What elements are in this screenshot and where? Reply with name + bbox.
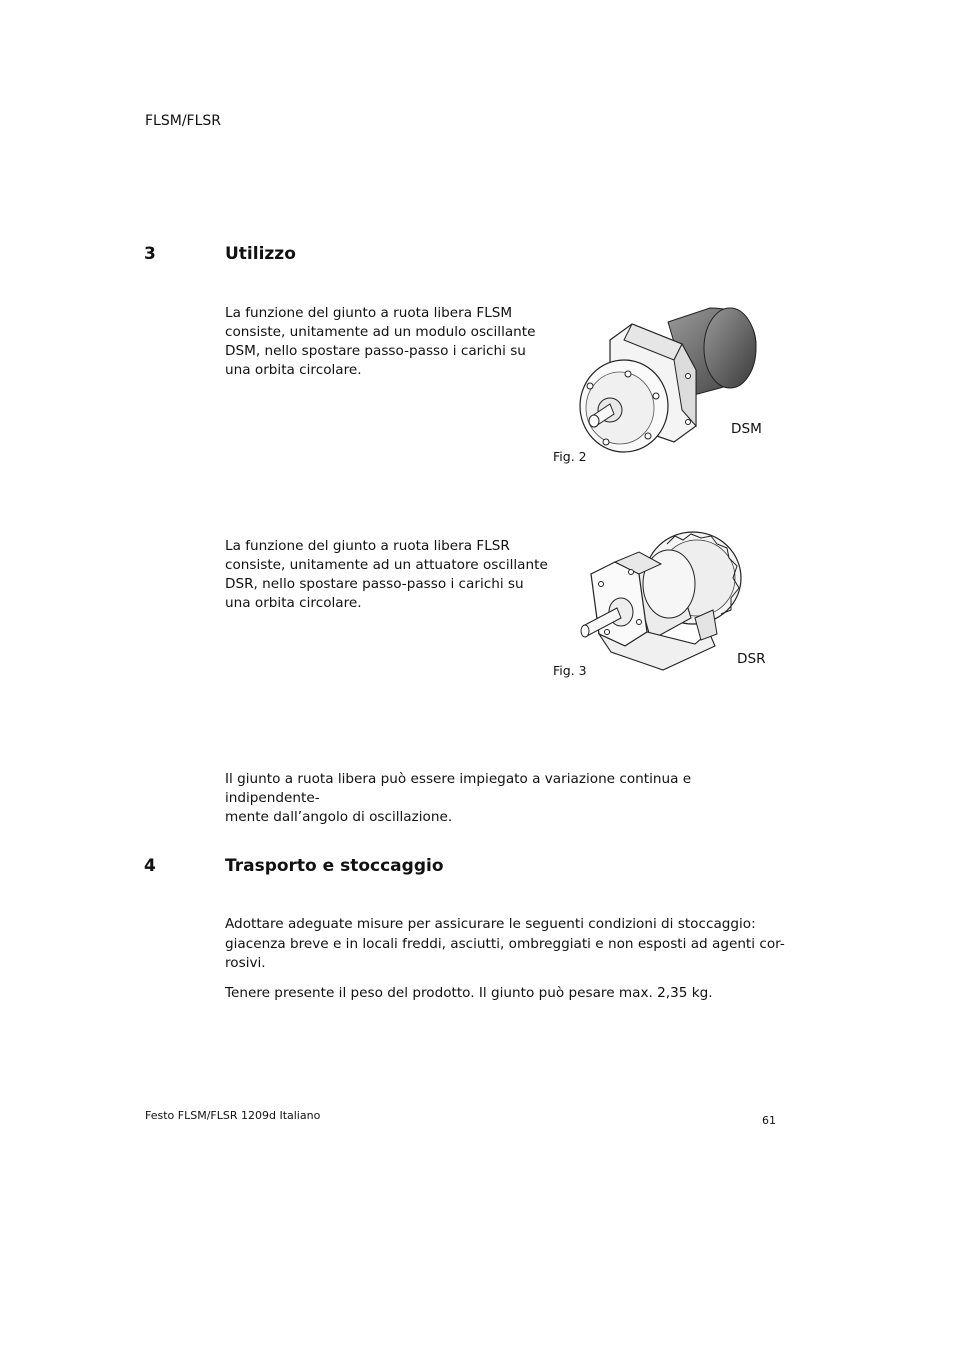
text-line: mente dall’angolo di oscillazione. — [225, 809, 453, 825]
figure-2-label: DSM — [731, 421, 762, 437]
text-line: DSM, nello spostare passo-passo i carichi su — [225, 343, 526, 359]
figure-3-caption: Fig. 3 — [553, 663, 587, 678]
text-line: La funzione del giunto a ruota libera FLSR — [225, 538, 510, 554]
text-line: una orbita circolare. — [225, 595, 362, 611]
section-4-title: Trasporto e stoccaggio — [225, 856, 444, 876]
footer-document-info: Festo FLSM/FLSR 1209d Italiano — [145, 1109, 321, 1122]
section-3-paragraph-1 — [225, 304, 555, 380]
text-line: giacenza breve e in locali freddi, asciutti, ombreggiati e non esposti ad agenti cor- — [225, 936, 785, 952]
text-line: una orbita circolare. — [225, 362, 362, 378]
section-3-number: 3 — [144, 244, 156, 264]
section-3-paragraph-3 — [225, 770, 785, 827]
dsr-illustration — [575, 522, 755, 677]
text-line: Il giunto a ruota libera può essere impiegato a variazione continua e indipendente- — [225, 771, 692, 806]
document-code: FLSM/FLSR — [145, 113, 222, 129]
text-line: La funzione del giunto a ruota libera FLSM — [225, 305, 513, 321]
text-line: consiste, unitamente ad un modulo oscillante — [225, 324, 536, 340]
page-number: 61 — [762, 1114, 776, 1127]
section-3-title: Utilizzo — [225, 244, 296, 264]
section-4-paragraph-2 — [225, 935, 785, 973]
text-line: consiste, unitamente ad un attuatore oscillante — [225, 557, 548, 573]
section-4-paragraph-1: Adottare adeguate misure per assicurare le seguenti condizioni di stoccaggio: — [225, 916, 756, 932]
section-4-number: 4 — [144, 856, 156, 876]
section-3-paragraph-2 — [225, 537, 555, 613]
section-4-paragraph-3: Tenere presente il peso del prodotto. Il giunto può pesare max. 2,35 kg. — [225, 985, 713, 1001]
figure-3-label: DSR — [737, 651, 766, 667]
text-line: DSR, nello spostare passo-passo i carichi su — [225, 576, 524, 592]
text-line: rosivi. — [225, 955, 266, 971]
figure-2-caption: Fig. 2 — [553, 449, 587, 464]
